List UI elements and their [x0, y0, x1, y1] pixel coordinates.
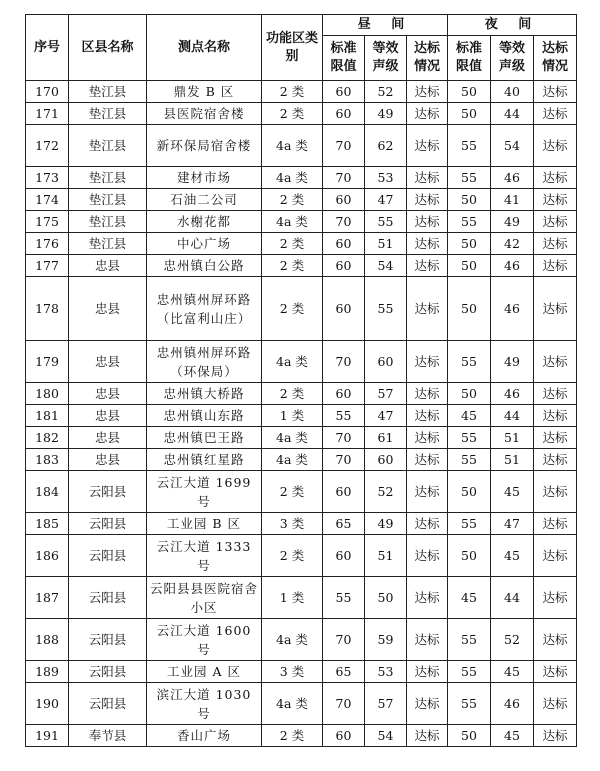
- cell-day-limit: 70: [323, 341, 365, 383]
- cell-night-limit: 50: [448, 277, 491, 341]
- cell-night-level: 46: [491, 277, 534, 341]
- cell-day-status: 达标: [407, 103, 448, 125]
- cell-county: 忠县: [69, 341, 147, 383]
- cell-night-level: 46: [491, 383, 534, 405]
- cell-day-limit: 70: [323, 167, 365, 189]
- cell-seq: 188: [26, 619, 69, 661]
- cell-day-level: 55: [365, 277, 407, 341]
- cell-site: 滨江大道 1030 号: [147, 683, 262, 725]
- cell-night-limit: 55: [448, 513, 491, 535]
- cell-night-level: 46: [491, 255, 534, 277]
- cell-day-level: 47: [365, 405, 407, 427]
- cell-night-status: 达标: [534, 277, 577, 341]
- cell-county: 忠县: [69, 277, 147, 341]
- cell-night-status: 达标: [534, 81, 577, 103]
- cell-zone: 4a 类: [262, 619, 323, 661]
- cell-day-status: 达标: [407, 471, 448, 513]
- cell-night-level: 46: [491, 683, 534, 725]
- cell-site: 忠州镇山东路: [147, 405, 262, 427]
- cell-day-limit: 60: [323, 103, 365, 125]
- cell-zone: 2 类: [262, 233, 323, 255]
- cell-day-status: 达标: [407, 233, 448, 255]
- cell-site: 建材市场: [147, 167, 262, 189]
- table-row: [26, 383, 577, 405]
- table-header: [26, 15, 577, 81]
- cell-day-limit: 65: [323, 661, 365, 683]
- cell-night-level: 41: [491, 189, 534, 211]
- table-row: [26, 405, 577, 427]
- cell-county: 忠县: [69, 405, 147, 427]
- cell-site: 工业园 B 区: [147, 513, 262, 535]
- cell-night-level: 52: [491, 619, 534, 661]
- cell-night-level: 54: [491, 125, 534, 167]
- cell-night-limit: 55: [448, 167, 491, 189]
- header-night-limit: 标准限值: [448, 36, 491, 81]
- cell-day-status: 达标: [407, 661, 448, 683]
- cell-day-limit: 70: [323, 427, 365, 449]
- cell-zone: 2 类: [262, 277, 323, 341]
- cell-county: 垫江县: [69, 233, 147, 255]
- cell-day-status: 达标: [407, 167, 448, 189]
- table-row: [26, 211, 577, 233]
- cell-night-status: 达标: [534, 103, 577, 125]
- cell-county: 云阳县: [69, 661, 147, 683]
- cell-night-status: 达标: [534, 189, 577, 211]
- table-row: [26, 125, 577, 167]
- cell-seq: 179: [26, 341, 69, 383]
- cell-county: 忠县: [69, 383, 147, 405]
- cell-night-status: 达标: [534, 471, 577, 513]
- header-night-level: 等效声级: [491, 36, 534, 81]
- cell-zone: 2 类: [262, 471, 323, 513]
- cell-day-level: 57: [365, 683, 407, 725]
- cell-night-status: 达标: [534, 211, 577, 233]
- cell-site: 鼎发 B 区: [147, 81, 262, 103]
- header-day: 昼 间: [323, 15, 448, 36]
- cell-night-level: 42: [491, 233, 534, 255]
- header-night-status: 达标情况: [534, 36, 577, 81]
- table-row: [26, 189, 577, 211]
- cell-site: 县医院宿舍楼: [147, 103, 262, 125]
- cell-night-status: 达标: [534, 405, 577, 427]
- cell-night-status: 达标: [534, 449, 577, 471]
- cell-site: 水榭花都: [147, 211, 262, 233]
- cell-site: 云江大道 1699 号: [147, 471, 262, 513]
- cell-day-level: 55: [365, 211, 407, 233]
- cell-seq: 183: [26, 449, 69, 471]
- cell-night-limit: 55: [448, 125, 491, 167]
- cell-day-level: 60: [365, 449, 407, 471]
- cell-zone: 4a 类: [262, 211, 323, 233]
- cell-night-level: 45: [491, 535, 534, 577]
- cell-night-status: 达标: [534, 619, 577, 661]
- cell-night-level: 51: [491, 449, 534, 471]
- cell-day-level: 59: [365, 619, 407, 661]
- cell-night-level: 45: [491, 471, 534, 513]
- cell-night-limit: 55: [448, 211, 491, 233]
- cell-day-level: 47: [365, 189, 407, 211]
- cell-seq: 189: [26, 661, 69, 683]
- table-row: [26, 577, 577, 619]
- cell-day-level: 53: [365, 661, 407, 683]
- cell-night-limit: 55: [448, 449, 491, 471]
- cell-night-status: 达标: [534, 683, 577, 725]
- cell-day-level: 52: [365, 471, 407, 513]
- cell-night-level: 46: [491, 167, 534, 189]
- table-row: [26, 471, 577, 513]
- cell-county: 忠县: [69, 427, 147, 449]
- cell-site: 云阳县县医院宿舍小区: [147, 577, 262, 619]
- cell-day-level: 51: [365, 535, 407, 577]
- cell-day-status: 达标: [407, 449, 448, 471]
- cell-county: 忠县: [69, 449, 147, 471]
- cell-zone: 2 类: [262, 383, 323, 405]
- cell-seq: 178: [26, 277, 69, 341]
- cell-seq: 191: [26, 725, 69, 747]
- cell-seq: 170: [26, 81, 69, 103]
- cell-site: 忠州镇巴王路: [147, 427, 262, 449]
- noise-monitoring-table: [25, 14, 577, 747]
- cell-county: 云阳县: [69, 471, 147, 513]
- cell-county: 忠县: [69, 255, 147, 277]
- table-row: [26, 683, 577, 725]
- cell-night-limit: 55: [448, 427, 491, 449]
- noise-table-container: [25, 14, 576, 747]
- cell-zone: 2 类: [262, 725, 323, 747]
- cell-day-limit: 60: [323, 471, 365, 513]
- cell-night-status: 达标: [534, 125, 577, 167]
- cell-seq: 187: [26, 577, 69, 619]
- cell-site: 忠州镇大桥路: [147, 383, 262, 405]
- cell-seq: 176: [26, 233, 69, 255]
- cell-site: 工业园 A 区: [147, 661, 262, 683]
- cell-site: 云江大道 1600 号: [147, 619, 262, 661]
- cell-seq: 175: [26, 211, 69, 233]
- cell-zone: 2 类: [262, 103, 323, 125]
- cell-night-level: 40: [491, 81, 534, 103]
- cell-night-status: 达标: [534, 255, 577, 277]
- cell-night-level: 44: [491, 405, 534, 427]
- table-row: [26, 81, 577, 103]
- cell-seq: 185: [26, 513, 69, 535]
- cell-seq: 174: [26, 189, 69, 211]
- cell-seq: 177: [26, 255, 69, 277]
- cell-night-level: 45: [491, 725, 534, 747]
- table-row: [26, 277, 577, 341]
- cell-seq: 186: [26, 535, 69, 577]
- table-row: [26, 341, 577, 383]
- cell-night-status: 达标: [534, 513, 577, 535]
- cell-night-limit: 45: [448, 577, 491, 619]
- cell-zone: 4a 类: [262, 167, 323, 189]
- header-day-limit: 标准限值: [323, 36, 365, 81]
- cell-night-status: 达标: [534, 535, 577, 577]
- cell-day-limit: 70: [323, 125, 365, 167]
- cell-day-limit: 70: [323, 449, 365, 471]
- cell-day-level: 51: [365, 233, 407, 255]
- table-row: [26, 255, 577, 277]
- cell-site: 香山广场: [147, 725, 262, 747]
- header-site: 测点名称: [147, 15, 262, 81]
- cell-county: 云阳县: [69, 513, 147, 535]
- cell-zone: 4a 类: [262, 683, 323, 725]
- cell-seq: 190: [26, 683, 69, 725]
- cell-zone: 3 类: [262, 513, 323, 535]
- cell-county: 云阳县: [69, 683, 147, 725]
- cell-site: 新环保局宿舍楼: [147, 125, 262, 167]
- cell-site: 中心广场: [147, 233, 262, 255]
- cell-seq: 180: [26, 383, 69, 405]
- cell-day-limit: 60: [323, 725, 365, 747]
- cell-day-status: 达标: [407, 427, 448, 449]
- cell-county: 云阳县: [69, 577, 147, 619]
- header-seq: 序号: [26, 15, 69, 81]
- cell-night-level: 45: [491, 661, 534, 683]
- cell-zone: 2 类: [262, 189, 323, 211]
- cell-night-limit: 50: [448, 189, 491, 211]
- cell-night-status: 达标: [534, 233, 577, 255]
- cell-night-status: 达标: [534, 341, 577, 383]
- cell-day-limit: 60: [323, 277, 365, 341]
- cell-night-level: 51: [491, 427, 534, 449]
- cell-site: 忠州镇红星路: [147, 449, 262, 471]
- cell-night-limit: 50: [448, 255, 491, 277]
- cell-day-limit: 60: [323, 383, 365, 405]
- cell-day-status: 达标: [407, 125, 448, 167]
- cell-day-level: 52: [365, 81, 407, 103]
- header-zone: 功能区类别: [262, 15, 323, 81]
- cell-day-limit: 60: [323, 255, 365, 277]
- cell-night-level: 44: [491, 577, 534, 619]
- table-row: [26, 233, 577, 255]
- cell-day-limit: 60: [323, 81, 365, 103]
- table-row: [26, 513, 577, 535]
- cell-county: 垫江县: [69, 167, 147, 189]
- cell-county: 垫江县: [69, 189, 147, 211]
- cell-seq: 182: [26, 427, 69, 449]
- cell-day-status: 达标: [407, 341, 448, 383]
- cell-day-status: 达标: [407, 277, 448, 341]
- cell-day-status: 达标: [407, 255, 448, 277]
- cell-site: 忠州镇州屏环路（比富利山庄）: [147, 277, 262, 341]
- cell-zone: 2 类: [262, 535, 323, 577]
- cell-zone: 4a 类: [262, 341, 323, 383]
- cell-day-level: 57: [365, 383, 407, 405]
- cell-day-limit: 60: [323, 233, 365, 255]
- header-day-status: 达标情况: [407, 36, 448, 81]
- cell-seq: 184: [26, 471, 69, 513]
- cell-day-status: 达标: [407, 405, 448, 427]
- cell-night-limit: 45: [448, 405, 491, 427]
- table-row: [26, 725, 577, 747]
- cell-day-level: 54: [365, 725, 407, 747]
- cell-night-limit: 50: [448, 471, 491, 513]
- cell-day-level: 50: [365, 577, 407, 619]
- cell-night-level: 49: [491, 341, 534, 383]
- cell-night-status: 达标: [534, 167, 577, 189]
- cell-night-status: 达标: [534, 427, 577, 449]
- cell-night-level: 44: [491, 103, 534, 125]
- header-county: 区县名称: [69, 15, 147, 81]
- table-row: [26, 619, 577, 661]
- cell-day-status: 达标: [407, 513, 448, 535]
- cell-night-level: 47: [491, 513, 534, 535]
- table-row: [26, 449, 577, 471]
- cell-night-status: 达标: [534, 725, 577, 747]
- cell-day-limit: 65: [323, 513, 365, 535]
- table-row: [26, 535, 577, 577]
- cell-day-level: 49: [365, 513, 407, 535]
- cell-day-level: 61: [365, 427, 407, 449]
- cell-day-status: 达标: [407, 211, 448, 233]
- cell-county: 奉节县: [69, 725, 147, 747]
- cell-site: 云江大道 1333 号: [147, 535, 262, 577]
- cell-day-level: 62: [365, 125, 407, 167]
- cell-day-limit: 60: [323, 189, 365, 211]
- cell-seq: 171: [26, 103, 69, 125]
- cell-site: 忠州镇州屏环路（环保局）: [147, 341, 262, 383]
- cell-day-status: 达标: [407, 725, 448, 747]
- cell-zone: 2 类: [262, 255, 323, 277]
- cell-night-limit: 55: [448, 683, 491, 725]
- cell-zone: 4a 类: [262, 125, 323, 167]
- cell-seq: 181: [26, 405, 69, 427]
- cell-county: 垫江县: [69, 211, 147, 233]
- cell-seq: 173: [26, 167, 69, 189]
- header-night: 夜 间: [448, 15, 577, 36]
- cell-county: 云阳县: [69, 619, 147, 661]
- cell-day-limit: 55: [323, 577, 365, 619]
- table-row: [26, 103, 577, 125]
- cell-night-limit: 55: [448, 619, 491, 661]
- cell-night-level: 49: [491, 211, 534, 233]
- cell-site: 忠州镇白公路: [147, 255, 262, 277]
- cell-day-status: 达标: [407, 683, 448, 725]
- cell-day-status: 达标: [407, 189, 448, 211]
- cell-zone: 1 类: [262, 405, 323, 427]
- table-row: [26, 427, 577, 449]
- cell-zone: 3 类: [262, 661, 323, 683]
- cell-county: 云阳县: [69, 535, 147, 577]
- table-row: [26, 167, 577, 189]
- cell-day-status: 达标: [407, 535, 448, 577]
- cell-night-limit: 50: [448, 383, 491, 405]
- table-row: [26, 661, 577, 683]
- header-day-level: 等效声级: [365, 36, 407, 81]
- cell-site: 石油二公司: [147, 189, 262, 211]
- cell-zone: 4a 类: [262, 449, 323, 471]
- table-body: [26, 81, 577, 747]
- cell-day-status: 达标: [407, 577, 448, 619]
- cell-night-limit: 50: [448, 103, 491, 125]
- cell-night-limit: 55: [448, 341, 491, 383]
- cell-day-status: 达标: [407, 619, 448, 661]
- cell-day-status: 达标: [407, 81, 448, 103]
- cell-day-limit: 70: [323, 619, 365, 661]
- cell-night-limit: 50: [448, 725, 491, 747]
- cell-day-level: 49: [365, 103, 407, 125]
- cell-day-limit: 70: [323, 211, 365, 233]
- cell-day-limit: 70: [323, 683, 365, 725]
- cell-day-level: 60: [365, 341, 407, 383]
- cell-night-status: 达标: [534, 577, 577, 619]
- cell-night-status: 达标: [534, 383, 577, 405]
- cell-day-limit: 55: [323, 405, 365, 427]
- cell-day-level: 54: [365, 255, 407, 277]
- cell-zone: 4a 类: [262, 427, 323, 449]
- cell-zone: 1 类: [262, 577, 323, 619]
- cell-night-status: 达标: [534, 661, 577, 683]
- cell-seq: 172: [26, 125, 69, 167]
- cell-county: 垫江县: [69, 81, 147, 103]
- cell-night-limit: 50: [448, 535, 491, 577]
- cell-zone: 2 类: [262, 81, 323, 103]
- cell-county: 垫江县: [69, 125, 147, 167]
- cell-day-status: 达标: [407, 383, 448, 405]
- cell-day-limit: 60: [323, 535, 365, 577]
- cell-night-limit: 50: [448, 81, 491, 103]
- cell-night-limit: 55: [448, 661, 491, 683]
- cell-night-limit: 50: [448, 233, 491, 255]
- cell-county: 垫江县: [69, 103, 147, 125]
- cell-day-level: 53: [365, 167, 407, 189]
